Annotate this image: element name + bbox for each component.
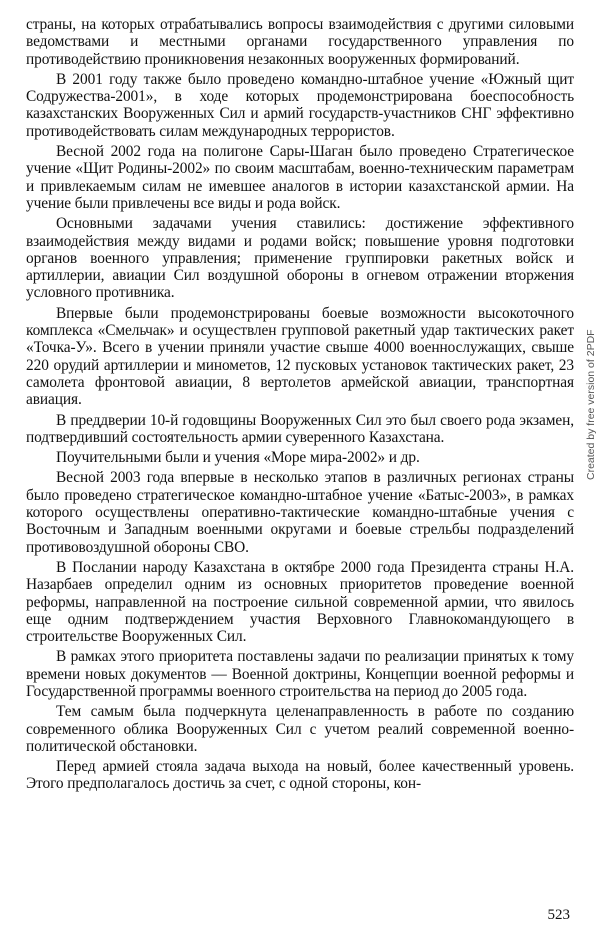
paragraph-11: Тем самым была подчеркнута целенаправленность в работе по созданию современного облика Вооруженных Сил с учетом реалий современной военно-политической обстановки.	[26, 703, 574, 755]
watermark	[585, 240, 597, 480]
paragraph-12: Перед армией стояла задача выхода на новый, более качественный уровень. Этого предполагалось достичь за счет, с одной стороны, кон-	[26, 758, 574, 793]
paragraph-5: Впервые были продемонстрированы боевые возможности высокоточного комплекса «Смельчак» и осуществлен групповой ракетный удар тактических ракет «Точка-У». Всего в учении приняли участие свыше 4000 военнослужащих, свыше 220 орудий артиллерии и минометов, 12 пусковых установок тактических ракет, 23 самолета фронтовой авиации, 8 вертолетов армейской авиации, транспортная авиация.	[26, 304, 574, 409]
paragraph-6: В преддверии 10-й годовщины Вооруженных Сил это был своего рода экзамен, подтвердивший состоятельность армии суверенного Казахстана.	[26, 411, 574, 446]
paragraph-8: Весной 2003 года впервые в несколько этапов в различных регионах страны было проведено стратегическое командно-штабное учение «Батыс-2003», в рамках которого осуществлены оперативно-тактические командно-штабные учения с Восточным и Западным военными округами и боевые стрельбы подразделений противовоздушной обороны СВО.	[26, 469, 574, 556]
paragraph-3: Весной 2002 года на полигоне Сары-Шаган было проведено Стратегическое учение «Щит Родины-2002» по своим масштабам, военно-техническим параметрам и привлекаемым силам не имевшее аналогов в истории казахстанской армии. На учение были привлечены все виды и рода войск.	[26, 143, 574, 212]
paragraph-1: страны, на которых отрабатывались вопросы взаимодействия с другими силовыми ведомствами и местными органами государственного управления по противодействию проникновения незаконных вооруженных формирований.	[26, 16, 574, 68]
paragraph-9: В Послании народу Казахстана в октябре 2000 года Президента страны Н.А. Назарбаев определил одним из основных приоритетов проведение военной реформы, направленной на построение сильной современной армии, что явилось еще одним подтверждением участия Верховного Главнокомандующего в строительстве Вооруженных Сил.	[26, 558, 574, 646]
paragraph-4: Основными задачами учения ставились: достижение эффективного взаимодействия между видами и родами войск; повышение уровня подготовки органов военного управления; применение группировки ракетных войск и артиллерии, авиации Сил воздушной обороны в огневом отражении вторжения условного противника.	[26, 215, 574, 302]
page-number: 523	[547, 907, 570, 923]
paragraph-2: В 2001 году также было проведено командно-штабное учение «Южный щит Содружества-2001», в ходе которых продемонстрирована боеспособность казахстанских Вооруженных Сил и армий государств-участников СНГ эффективно противодействовать силам международных террористов.	[26, 70, 574, 140]
page-body	[26, 16, 574, 796]
paragraph-10: В рамках этого приоритета поставлены задачи по реализации принятых к тому времени новых документов — Военной доктрины, Концепции военной реформы и Государственной программы военного строительства на период до 2005 года.	[26, 648, 574, 700]
paragraph-7: Поучительными были и учения «Море мира-2002» и др.	[56, 449, 420, 467]
watermark-text: Created by free version of 2PDF	[585, 329, 597, 480]
